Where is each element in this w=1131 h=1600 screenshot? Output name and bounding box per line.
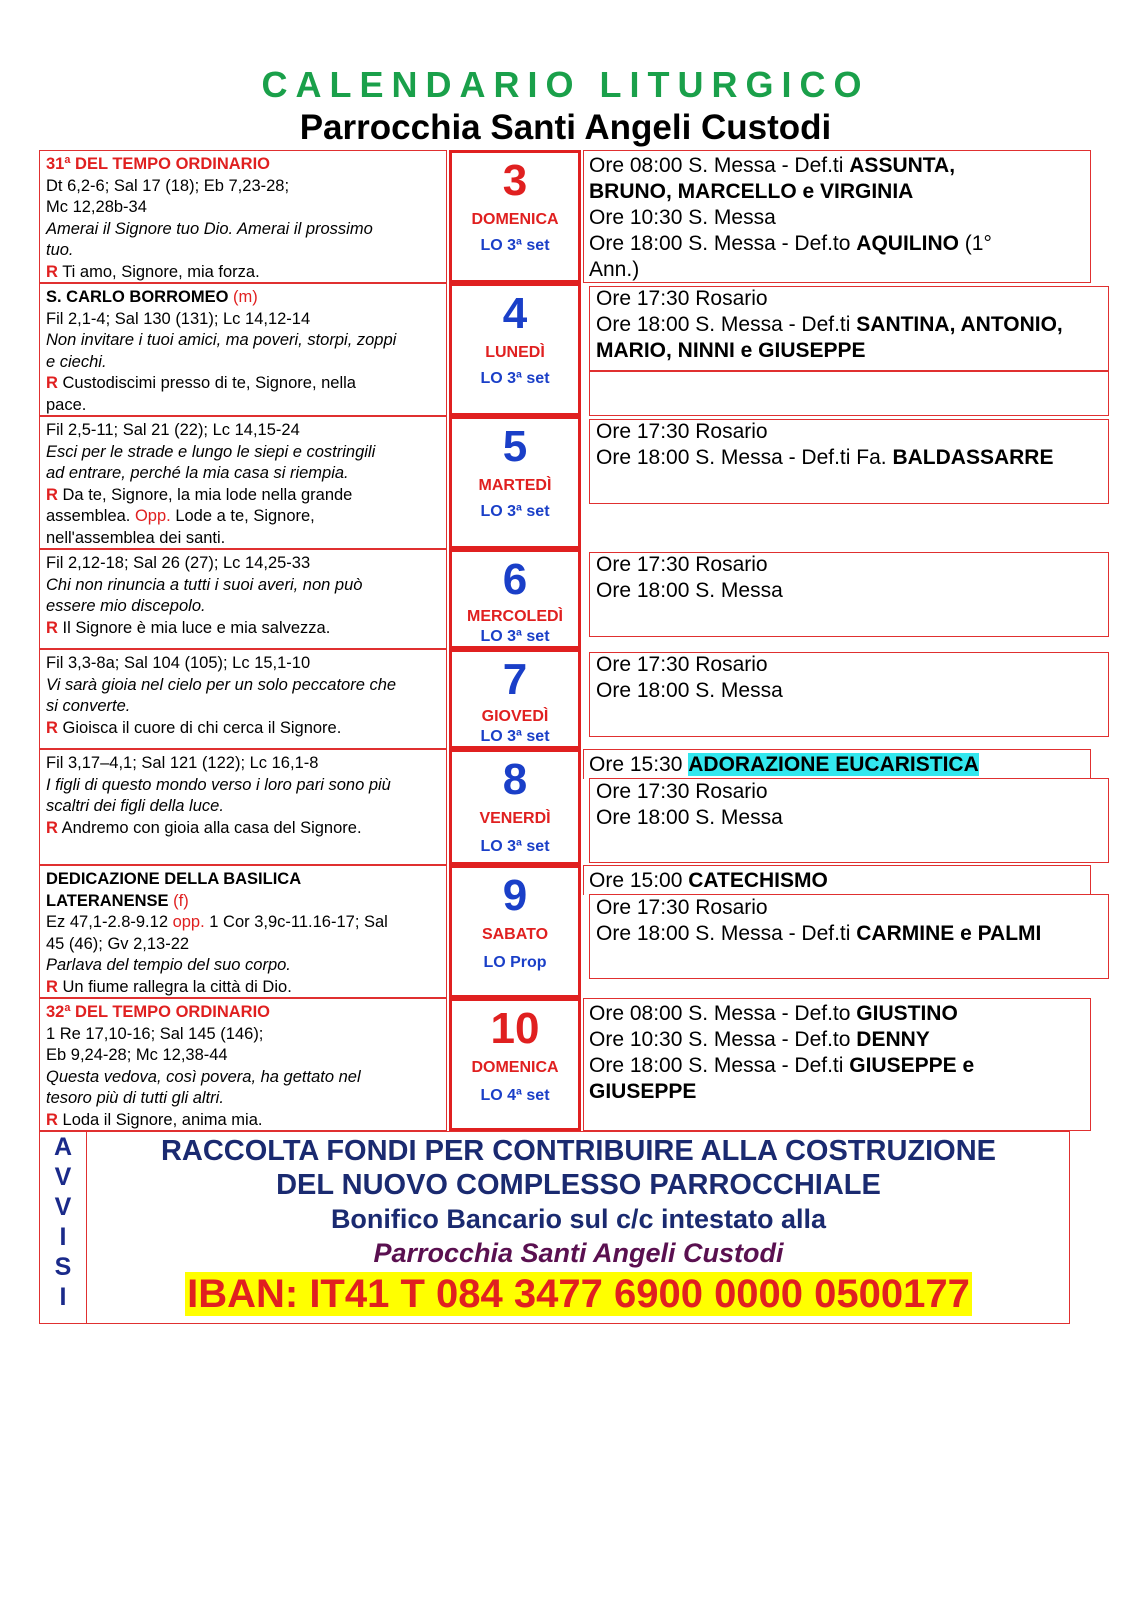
gospel-quote: essere mio discepolo. [46,597,206,615]
lo-week: LO 3ª set [480,370,550,387]
day-number: 7 [502,655,528,704]
readings-cell [39,865,447,998]
gospel-quote: Questa vedova, così povera, ha gettato nel [46,1067,361,1086]
schedule-lines: Ore 08:00 S. Messa - Def.ti ASSUNTA, BRUNO, MARCELLO e VIRGINIA Ore 10:30 S. Messa Ore 18:00 S. Messa - Def.to AQUILINO (1° Ann.) [589,154,992,281]
lo-week: LO 3ª set [480,503,550,520]
day-number: 3 [502,156,528,205]
gospel-quote: Vi sarà gioia nel cielo per un solo peccatore che [46,675,397,694]
iban-line [86,1272,1071,1317]
readings-line: Ez 47,1-2.8-9.12 opp. 1 Cor 3,9c-11.16-17; Sal [46,913,388,931]
lo-week: LO 3ª set [480,728,550,745]
readings-line: 1 Re 17,10-16; Sal 145 (146); [46,1024,264,1043]
date-cell [449,865,581,998]
date-cell [449,416,581,549]
day-number: 9 [502,871,528,920]
lo-week: LO 3ª set [480,237,550,254]
readings-line: Fil 2,1-4; Sal 130 (131); Lc 14,12-14 [46,309,311,328]
readings-line: Fil 2,12-18; Sal 26 (27); Lc 14,25-33 [46,554,311,572]
schedule-lines: Ore 17:30 Rosario Ore 18:00 S. Messa - Def.ti Fa. BALDASSARRE [596,420,1054,469]
psalm-response: R Un fiume rallegra la città di Dio. [46,977,292,996]
schedule-cell [583,749,1091,865]
schedule-cell [583,150,1091,283]
psalm-response: R Loda il Signore, anima mia. [46,1110,263,1129]
gospel-quote: Esci per le strade e lungo le siepi e costringili [46,442,376,461]
schedule-cell [583,998,1091,1131]
date-cell [449,998,581,1131]
date-cell [449,749,581,865]
liturgy-heading: DEDICAZIONE DELLA BASILICA [46,870,302,888]
readings-cell [39,649,447,749]
psalm-response: R Ti amo, Signore, mia forza. [46,262,260,281]
schedule-lines: Ore 17:30 Rosario Ore 18:00 S. Messa - Def.ti CARMINE e PALMI [596,896,1042,945]
liturgy-heading: LATERANENSE (f) [46,891,189,910]
liturgy-heading: 31ª DEL TEMPO ORDINARIO [46,155,270,173]
schedule-cell [583,549,1091,649]
gospel-quote: I figli di questo mondo verso i loro pari sono più [46,775,391,794]
schedule-lines: Ore 17:30 Rosario Ore 18:00 S. Messa [596,553,783,602]
day-name: DOMENICA [471,1059,559,1076]
psalm-response: R Il Signore è mia luce e mia salvezza. [46,618,331,637]
lo-week: LO Prop [483,954,547,971]
readings-line: 45 (46); Gv 2,13-22 [46,934,190,953]
readings-line: Fil 3,17–4,1; Sal 121 (122); Lc 16,1-8 [46,754,319,772]
lo-week: LO 4ª set [480,1087,550,1104]
psalm-response: nell'assemblea dei santi. [46,528,226,547]
psalm-response: pace. [46,395,87,414]
gospel-quote: tuo. [46,241,74,259]
day-number: 8 [502,755,528,804]
day-row [39,749,1091,865]
schedule-cell [583,865,1091,998]
day-row [39,865,1091,998]
psalm-response: R Da te, Signore, la mia lode nella grande [46,485,353,504]
gospel-quote: scaltri dei figli della luce. [46,797,224,815]
day-row [39,416,1091,549]
page-title: CALENDARIO LITURGICO [261,64,870,105]
day-number: 10 [490,1004,540,1053]
day-row [39,998,1091,1131]
lo-week: LO 3ª set [480,628,550,645]
psalm-response: assemblea. Opp. Lode a te, Signore, [46,507,315,525]
date-cell [449,150,581,283]
iban-text: IBAN: IT41 T 084 3477 6900 0000 0500177 [187,1272,970,1316]
gospel-quote: e ciechi. [46,352,107,371]
schedule-lines: Ore 17:30 Rosario Ore 18:00 S. Messa - Def.ti SANTINA, ANTONIO, MARIO, NINNI e GIUSEPPE [596,287,1063,362]
adoration-highlight: ADORAZIONE EUCARISTICA [688,753,979,776]
schedule-top-line: Ore 15:00 CATECHISMO [589,869,828,892]
date-cell [449,549,581,649]
day-name: MERCOLEDÌ [467,608,563,625]
day-number: 6 [502,555,528,604]
day-number: 4 [502,289,528,338]
day-name: GIOVEDÌ [481,708,549,725]
schedule-cell [583,649,1091,749]
schedule-lines: Ore 17:30 Rosario Ore 18:00 S. Messa [596,780,783,829]
readings-cell [39,549,447,649]
schedule-top-line: Ore 15:30 ADORAZIONE EUCARISTICA [589,753,979,776]
schedule-lines: Ore 08:00 S. Messa - Def.to GIUSTINO Ore 10:30 S. Messa - Def.to DENNY Ore 18:00 S. Messa - Def.ti GIUSEPPE e GIUSEPPE [589,1002,975,1103]
gospel-quote: Non invitare i tuoi amici, ma poveri, storpi, zoppi [46,331,397,349]
readings-cell [39,416,447,549]
liturgy-heading: S. CARLO BORROMEO (m) [46,288,258,306]
readings-cell [39,749,447,865]
schedule-lines: Ore 17:30 Rosario Ore 18:00 S. Messa [596,653,783,702]
day-name: SABATO [481,926,549,943]
day-name: MARTEDÌ [478,477,552,494]
fundraising-line: RACCOLTA FONDI PER CONTRIBUIRE ALLA COSTRUZIONE [160,1135,997,1167]
avvisi-box [39,1131,1070,1324]
gospel-quote: Parlava del tempio del suo corpo. [46,956,291,974]
day-row [39,549,1091,649]
day-name: VENERDÌ [479,810,551,827]
fundraising-line: DEL NUOVO COMPLESSO PARROCCHIALE [276,1169,881,1201]
page-subtitle: Parrocchia Santi Angeli Custodi [299,108,832,147]
liturgy-heading: 32ª DEL TEMPO ORDINARIO [46,1003,270,1021]
psalm-response: R Gioisca il cuore di chi cerca il Signore. [46,718,342,737]
parish-name-line: Parrocchia Santi Angeli Custodi [373,1238,784,1268]
schedule-border [589,371,1109,416]
readings-cell [39,283,447,416]
readings-line: Fil 2,5-11; Sal 21 (22); Lc 14,15-24 [46,421,300,439]
gospel-quote: Amerai il Signore tuo Dio. Amerai il prossimo [46,219,373,238]
lo-week: LO 3ª set [480,838,550,855]
gospel-quote: ad entrare, perché la mia casa si riempia. [46,464,349,482]
readings-line: Eb 9,24-28; Mc 12,38-44 [46,1046,228,1064]
day-row [39,649,1091,749]
bank-transfer-line: Bonifico Bancario sul c/c intestato alla [330,1204,827,1234]
day-name: LUNEDÌ [485,344,545,361]
day-row [39,283,1091,416]
day-number: 5 [502,422,528,471]
psalm-response: R Custodiscimi presso di te, Signore, nella [46,374,356,392]
readings-line: Mc 12,28b-34 [46,198,147,216]
schedule-cell [583,416,1091,549]
day-name: DOMENICA [471,211,559,228]
gospel-quote: si converte. [46,697,131,715]
schedule-cell [583,283,1091,416]
date-cell [449,649,581,749]
avvisi-vertical-label: A V V I S I [40,1132,87,1323]
psalm-response: R Andremo con gioia alla casa del Signore. [46,818,362,837]
readings-cell [39,998,447,1131]
readings-line: Fil 3,3-8a; Sal 104 (105); Lc 15,1-10 [46,654,311,672]
gospel-quote: tesoro più di tutti gli altri. [46,1089,224,1107]
readings-cell [39,150,447,283]
date-cell [449,283,581,416]
day-row [39,150,1091,283]
readings-line: Dt 6,2-6; Sal 17 (18); Eb 7,23-28; [46,176,290,195]
gospel-quote: Chi non rinuncia a tutti i suoi averi, non può [46,575,363,594]
